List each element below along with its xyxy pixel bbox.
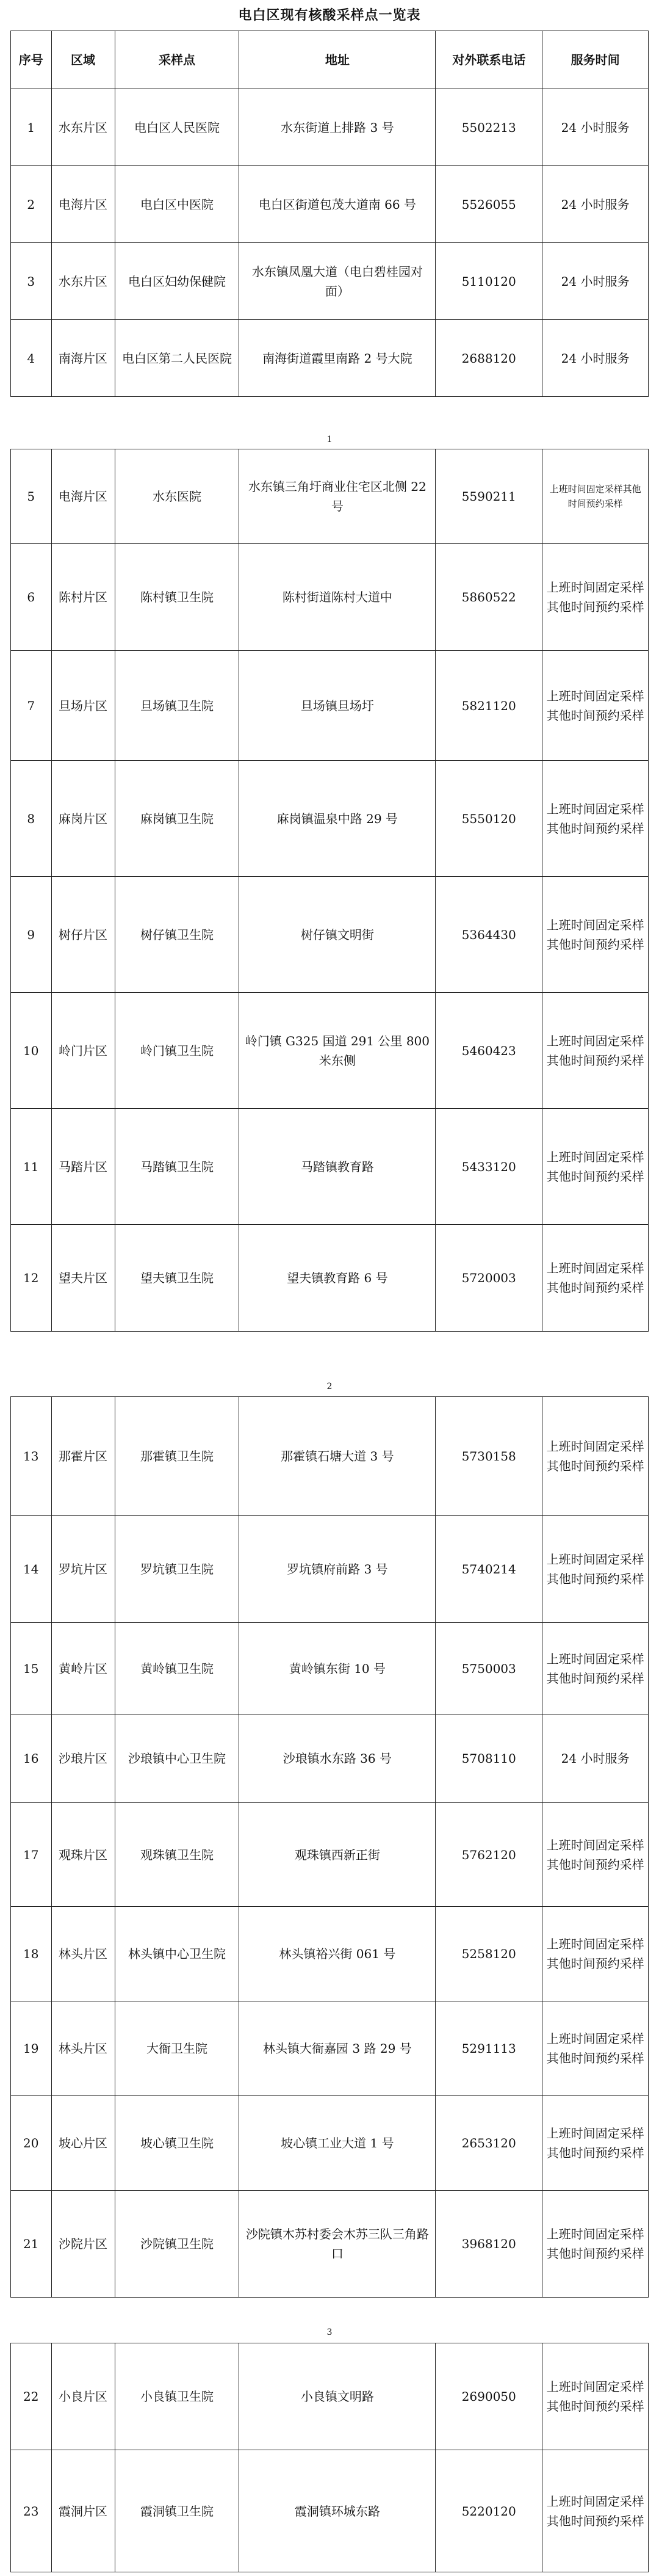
table-row [11, 2096, 649, 2191]
row-index: 11 [11, 1109, 52, 1225]
row-address: 坡心镇工业大道 1 号 [239, 2096, 436, 2191]
row-site: 那霍镇卫生院 [115, 1397, 239, 1516]
row-site: 望夫镇卫生院 [115, 1225, 239, 1332]
table-row [11, 166, 649, 243]
row-index: 4 [11, 320, 52, 397]
row-service-hours: 24 小时服务 [542, 89, 649, 166]
row-site: 林头镇中心卫生院 [115, 1907, 239, 2001]
row-site: 电白区第二人民医院 [115, 320, 239, 397]
table-row [11, 1225, 649, 1332]
row-site: 大衙卫生院 [115, 2001, 239, 2096]
row-region: 观珠片区 [51, 1803, 115, 1907]
row-address: 霞洞镇环城东路 [239, 2450, 436, 2572]
header-index: 序号 [11, 31, 52, 89]
table-row [11, 89, 649, 166]
row-address: 林头镇大衙嘉园 3 路 29 号 [239, 2001, 436, 2096]
row-site: 小良镇卫生院 [115, 2343, 239, 2450]
row-index: 7 [11, 651, 52, 761]
row-region: 沙琅片区 [51, 1714, 115, 1803]
sampling-table-page-3 [10, 1396, 649, 2298]
header-region: 区域 [51, 31, 115, 89]
row-service-hours: 上班时间固定采样其他时间预约采样 [542, 449, 649, 544]
row-service-hours: 上班时间固定采样其他时间预约采样 [542, 2450, 649, 2572]
row-phone: 5460423 [436, 993, 542, 1109]
row-index: 13 [11, 1397, 52, 1516]
row-site: 马踏镇卫生院 [115, 1109, 239, 1225]
row-index: 17 [11, 1803, 52, 1907]
row-index: 14 [11, 1516, 52, 1623]
row-index: 3 [11, 243, 52, 320]
row-region: 林头片区 [51, 1907, 115, 2001]
sampling-table-page-1 [10, 31, 649, 397]
row-region: 马踏片区 [51, 1109, 115, 1225]
row-region: 沙院片区 [51, 2191, 115, 2298]
row-service-hours: 24 小时服务 [542, 243, 649, 320]
row-service-hours: 上班时间固定采样其他时间预约采样 [542, 651, 649, 761]
row-phone: 5550120 [436, 761, 542, 877]
row-region: 陈村片区 [51, 544, 115, 651]
row-address: 水东镇三角圩商业住宅区北侧 22 号 [239, 449, 436, 544]
row-region: 麻岗片区 [51, 761, 115, 877]
row-phone: 5291113 [436, 2001, 542, 2096]
table-row [11, 1803, 649, 1907]
row-site: 旦场镇卫生院 [115, 651, 239, 761]
row-service-hours: 上班时间固定采样其他时间预约采样 [542, 544, 649, 651]
row-service-hours: 上班时间固定采样其他时间预约采样 [542, 1109, 649, 1225]
table-row [11, 2450, 649, 2572]
header-address: 地址 [239, 31, 436, 89]
row-phone: 3968120 [436, 2191, 542, 2298]
row-service-hours: 上班时间固定采样其他时间预约采样 [542, 877, 649, 993]
row-address: 树仔镇文明街 [239, 877, 436, 993]
row-site: 罗坑镇卫生院 [115, 1516, 239, 1623]
row-address: 小良镇文明路 [239, 2343, 436, 2450]
row-phone: 5821120 [436, 651, 542, 761]
row-service-hours: 24 小时服务 [542, 320, 649, 397]
row-phone: 5526055 [436, 166, 542, 243]
row-region: 那霍片区 [51, 1397, 115, 1516]
header-phone: 对外联系电话 [436, 31, 542, 89]
row-phone: 5740214 [436, 1516, 542, 1623]
table-row [11, 877, 649, 993]
row-site: 沙院镇卫生院 [115, 2191, 239, 2298]
row-address: 旦场镇旦场圩 [239, 651, 436, 761]
table-row [11, 1397, 649, 1516]
row-address: 马踏镇教育路 [239, 1109, 436, 1225]
row-address: 林头镇裕兴街 061 号 [239, 1907, 436, 2001]
row-site: 观珠镇卫生院 [115, 1803, 239, 1907]
row-index: 6 [11, 544, 52, 651]
row-address: 水东街道上排路 3 号 [239, 89, 436, 166]
row-region: 岭门片区 [51, 993, 115, 1109]
row-site: 黄岭镇卫生院 [115, 1623, 239, 1714]
page-number: 3 [326, 2327, 333, 2337]
row-phone: 2653120 [436, 2096, 542, 2191]
row-address: 沙琅镇水东路 36 号 [239, 1714, 436, 1803]
row-address: 沙院镇木苏村委会木苏三队三角路口 [239, 2191, 436, 2298]
row-index: 18 [11, 1907, 52, 2001]
row-service-hours: 上班时间固定采样其他时间预约采样 [542, 2001, 649, 2096]
table-row [11, 243, 649, 320]
row-region: 树仔片区 [51, 877, 115, 993]
table-row [11, 544, 649, 651]
row-region: 水东片区 [51, 89, 115, 166]
table-row [11, 1109, 649, 1225]
row-region: 坡心片区 [51, 2096, 115, 2191]
row-region: 水东片区 [51, 243, 115, 320]
table-row [11, 1516, 649, 1623]
row-index: 2 [11, 166, 52, 243]
header-site: 采样点 [115, 31, 239, 89]
row-region: 望夫片区 [51, 1225, 115, 1332]
table-row [11, 320, 649, 397]
row-site: 电白区妇幼保健院 [115, 243, 239, 320]
row-service-hours: 上班时间固定采样其他时间预约采样 [542, 1516, 649, 1623]
row-phone: 5502213 [436, 89, 542, 166]
row-region: 林头片区 [51, 2001, 115, 2096]
row-site: 坡心镇卫生院 [115, 2096, 239, 2191]
row-site: 水东医院 [115, 449, 239, 544]
row-phone: 5860522 [436, 544, 542, 651]
row-address: 岭门镇 G325 国道 291 公里 800 米东侧 [239, 993, 436, 1109]
row-region: 电海片区 [51, 449, 115, 544]
row-phone: 5708110 [436, 1714, 542, 1803]
row-site: 陈村镇卫生院 [115, 544, 239, 651]
row-phone: 5730158 [436, 1397, 542, 1516]
page-number: 1 [326, 435, 333, 444]
row-service-hours: 上班时间固定采样其他时间预约采样 [542, 1907, 649, 2001]
row-phone: 2688120 [436, 320, 542, 397]
table-row [11, 993, 649, 1109]
row-address: 黄岭镇东街 10 号 [239, 1623, 436, 1714]
row-site: 电白区人民医院 [115, 89, 239, 166]
row-region: 南海片区 [51, 320, 115, 397]
table-row [11, 761, 649, 877]
row-address: 麻岗镇温泉中路 29 号 [239, 761, 436, 877]
row-site: 岭门镇卫生院 [115, 993, 239, 1109]
row-site: 麻岗镇卫生院 [115, 761, 239, 877]
row-service-hours: 24 小时服务 [542, 1714, 649, 1803]
row-index: 12 [11, 1225, 52, 1332]
table-row [11, 2001, 649, 2096]
table-header-row [11, 31, 649, 89]
row-service-hours: 24 小时服务 [542, 166, 649, 243]
row-index: 9 [11, 877, 52, 993]
row-site: 霞洞镇卫生院 [115, 2450, 239, 2572]
table-row [11, 1714, 649, 1803]
page-number: 2 [326, 1382, 333, 1391]
header-service-hours: 服务时间 [542, 31, 649, 89]
row-phone: 5110120 [436, 243, 542, 320]
row-phone: 5364430 [436, 877, 542, 993]
table-row [11, 449, 649, 544]
row-address: 罗坑镇府前路 3 号 [239, 1516, 436, 1623]
row-service-hours: 上班时间固定采样其他时间预约采样 [542, 1225, 649, 1332]
row-service-hours: 上班时间固定采样其他时间预约采样 [542, 1623, 649, 1714]
row-index: 10 [11, 993, 52, 1109]
row-index: 8 [11, 761, 52, 877]
row-phone: 5750003 [436, 1623, 542, 1714]
row-address: 望夫镇教育路 6 号 [239, 1225, 436, 1332]
row-region: 旦场片区 [51, 651, 115, 761]
row-site: 沙琅镇中心卫生院 [115, 1714, 239, 1803]
row-service-hours: 上班时间固定采样其他时间预约采样 [542, 993, 649, 1109]
row-region: 小良片区 [51, 2343, 115, 2450]
row-phone: 5433120 [436, 1109, 542, 1225]
row-service-hours: 上班时间固定采样其他时间预约采样 [542, 1803, 649, 1907]
row-phone: 5258120 [436, 1907, 542, 2001]
row-address: 南海街道霞里南路 2 号大院 [239, 320, 436, 397]
row-index: 1 [11, 89, 52, 166]
table-row [11, 1907, 649, 2001]
row-service-hours: 上班时间固定采样其他时间预约采样 [542, 1397, 649, 1516]
table-row [11, 2191, 649, 2298]
row-phone: 5762120 [436, 1803, 542, 1907]
row-phone: 2690050 [436, 2343, 542, 2450]
row-index: 16 [11, 1714, 52, 1803]
row-site: 树仔镇卫生院 [115, 877, 239, 993]
row-region: 霞洞片区 [51, 2450, 115, 2572]
row-region: 电海片区 [51, 166, 115, 243]
table-row [11, 651, 649, 761]
sampling-table-page-4 [10, 2343, 649, 2572]
document-title: 电白区现有核酸采样点一览表 [238, 7, 421, 23]
row-service-hours: 上班时间固定采样其他时间预约采样 [542, 2096, 649, 2191]
table-row [11, 2343, 649, 2450]
row-index: 19 [11, 2001, 52, 2096]
row-index: 5 [11, 449, 52, 544]
row-address: 电白区街道包茂大道南 66 号 [239, 166, 436, 243]
row-index: 22 [11, 2343, 52, 2450]
row-service-hours: 上班时间固定采样其他时间预约采样 [542, 761, 649, 877]
row-index: 15 [11, 1623, 52, 1714]
table-row [11, 1623, 649, 1714]
sampling-table-page-2 [10, 449, 649, 1332]
row-phone: 5590211 [436, 449, 542, 544]
row-region: 罗坑片区 [51, 1516, 115, 1623]
row-phone: 5720003 [436, 1225, 542, 1332]
row-address: 水东镇凤凰大道（电白碧桂园对面） [239, 243, 436, 320]
row-address: 观珠镇西新正街 [239, 1803, 436, 1907]
row-address: 那霍镇石塘大道 3 号 [239, 1397, 436, 1516]
row-service-hours: 上班时间固定采样其他时间预约采样 [542, 2343, 649, 2450]
row-address: 陈村街道陈村大道中 [239, 544, 436, 651]
row-index: 21 [11, 2191, 52, 2298]
row-region: 黄岭片区 [51, 1623, 115, 1714]
row-index: 23 [11, 2450, 52, 2572]
row-index: 20 [11, 2096, 52, 2191]
row-service-hours: 上班时间固定采样其他时间预约采样 [542, 2191, 649, 2298]
row-site: 电白区中医院 [115, 166, 239, 243]
row-phone: 5220120 [436, 2450, 542, 2572]
